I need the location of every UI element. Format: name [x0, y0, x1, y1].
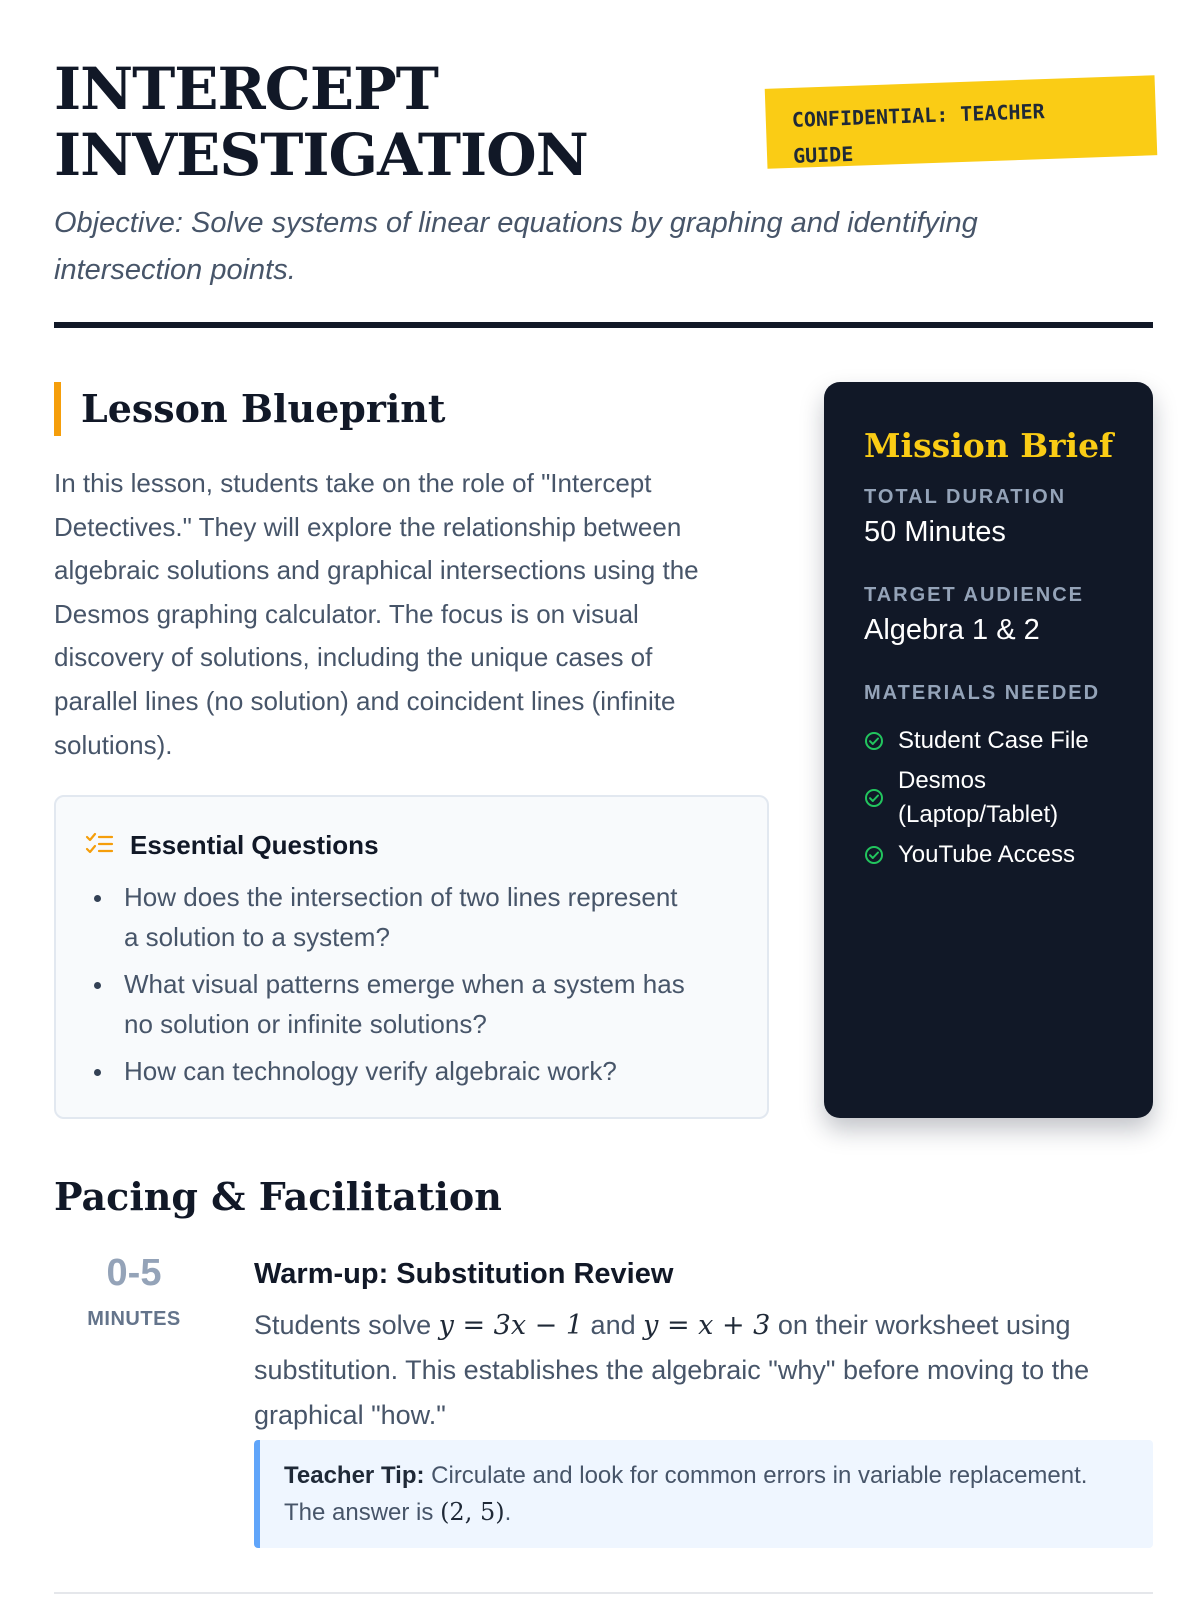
blueprint-line: discovery of solutions, including the unique cases of	[54, 642, 653, 673]
step-time-unit: MINUTES	[87, 1308, 181, 1330]
lesson-blueprint-heading: Lesson Blueprint	[54, 382, 445, 436]
step-description	[254, 1303, 1153, 1438]
blueprint-line: Detectives." They will explore the relationship between	[54, 511, 682, 542]
blueprint-line: algebraic solutions and graphical intersections using the	[54, 555, 699, 586]
step-text-segment: and	[583, 1310, 644, 1340]
stamp-line: CONFIDENTIAL: TEACHER	[791, 99, 1045, 132]
objective-line: Objective: Solve systems of linear equations by graphing and identifying	[54, 207, 978, 239]
blueprint-line: parallel lines (no solution) and coincident lines (infinite	[54, 685, 676, 716]
question-line: no solution or infinite solutions?	[124, 1009, 487, 1039]
material-label: Student Case File	[898, 727, 1089, 754]
section-divider	[54, 1592, 1153, 1594]
question-line: What visual patterns emerge when a system has	[124, 969, 685, 999]
step-time: 0-5	[106, 1252, 162, 1294]
mission-brief-title: Mission Brief	[864, 426, 1114, 465]
step-text-line: graphical "how."	[254, 1400, 446, 1430]
duration-value: 50 Minutes	[864, 516, 1006, 548]
math-expression: (2, 5)	[440, 1498, 505, 1526]
header-divider	[54, 322, 1153, 328]
material-label: YouTube Access	[898, 841, 1076, 868]
teacher-tip-callout	[254, 1440, 1153, 1548]
step-title: Warm-up: Substitution Review	[254, 1258, 674, 1290]
materials-label: MATERIALS NEEDED	[864, 682, 1101, 704]
materials-list	[864, 724, 1134, 872]
lesson-blueprint-text	[54, 462, 774, 767]
question-item	[124, 877, 744, 957]
checklist-icon	[84, 830, 114, 860]
material-item	[864, 838, 1134, 872]
objective-text	[54, 200, 1153, 294]
question-line: How does the intersection of two lines represent	[124, 882, 678, 912]
math-expression: y = x + 3	[643, 1310, 771, 1341]
check-circle-icon	[864, 731, 884, 751]
essential-questions-title: Essential Questions	[130, 829, 379, 860]
duration-label: TOTAL DURATION	[864, 486, 1067, 508]
title-line: INTERCEPT	[54, 55, 438, 123]
mission-brief-card	[824, 382, 1153, 1118]
material-item	[864, 764, 1134, 832]
material-label	[898, 764, 1058, 832]
stamp-line: GUIDE	[792, 141, 854, 168]
question-line: a solution to a system?	[124, 922, 390, 952]
pacing-heading: Pacing & Facilitation	[54, 1174, 502, 1219]
check-circle-icon	[864, 788, 884, 808]
essential-questions-box	[54, 795, 769, 1119]
audience-label: TARGET AUDIENCE	[864, 584, 1084, 606]
title-line: INVESTIGATION	[54, 121, 588, 189]
objective-line: intersection points.	[54, 254, 296, 286]
tip-text: The answer is	[284, 1499, 441, 1526]
confidential-stamp	[765, 75, 1158, 169]
blueprint-line: solutions).	[54, 729, 173, 760]
step-text-line: substitution. This establishes the algebraic "why" before moving to the	[254, 1355, 1090, 1385]
question-item	[124, 1051, 744, 1091]
check-circle-icon	[864, 845, 884, 865]
question-item	[124, 964, 744, 1044]
essential-questions-heading	[84, 827, 379, 863]
question-line: How can technology verify algebraic work?	[124, 1056, 617, 1086]
material-item	[864, 724, 1134, 758]
step-text-segment: on their worksheet using	[770, 1310, 1071, 1340]
blueprint-line: In this lesson, students take on the role of "Intercept	[54, 468, 652, 498]
material-label-line: Desmos	[898, 767, 987, 794]
material-label-line: (Laptop/Tablet)	[898, 801, 1059, 828]
tip-label: Teacher Tip:	[284, 1462, 425, 1489]
essential-questions-list	[124, 877, 744, 1098]
teacher-guide-page	[54, 0, 1153, 1600]
step-text-segment: Students solve	[254, 1310, 439, 1340]
math-expression: y = 3x − 1	[438, 1310, 584, 1341]
blueprint-line: Desmos graphing calculator. The focus is on visual	[54, 598, 639, 629]
audience-value: Algebra 1 & 2	[864, 614, 1040, 646]
tip-text: Circulate and look for common errors in variable replacement.	[424, 1462, 1088, 1489]
page-title	[54, 56, 694, 188]
tip-text: .	[504, 1499, 512, 1526]
